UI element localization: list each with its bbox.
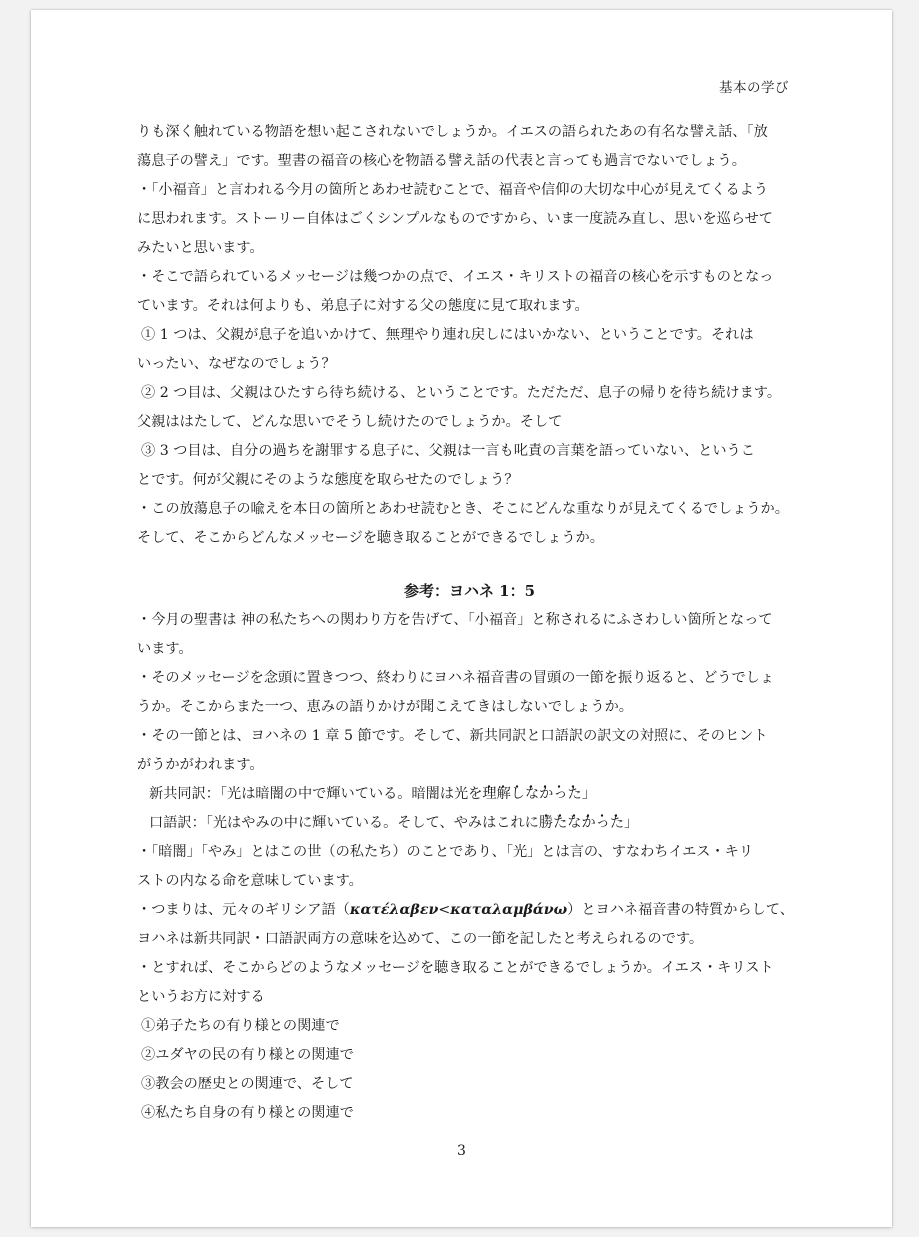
list-item: ④私たち自身の有り様との関連で [141,1105,354,1121]
emphasized-phrase: 理解しなかった [482,786,582,802]
paragraph-line: というお方に対する [137,989,265,1005]
emphasized-phrase: 勝たなかった [538,815,625,831]
paragraph-line: うか。そこからまた一つ、恵みの語りかけが聞こえてきはしないでしょうか。 [137,699,633,715]
paragraph-line: とです。何が父親にそのような態度を取らせたのでしょう？ [137,472,519,488]
translation-close: 」 [624,815,639,831]
paragraph-line: 父親ははたして、どんな思いでそうし続けたのでしょうか。そして [137,414,563,430]
paragraph-line: ・その一節とは、ヨハネの 1 章 5 節です。そして、新共同訳と口語訳の訳文の対照に、そのヒント [137,728,768,744]
paragraph-line: ・今月の聖書は 神の私たちへの関わり方を告げて、「小福音」と称されるにふさわしい箇所となって [137,612,773,628]
paragraph-line: りも深く触れている物語を想い起こされないでしょうか。イエスの語られたあの有名な譬え話、「放 [137,124,768,140]
greek-separator: < [438,902,451,918]
greek-line-text: ）とヨハネ福音書の特質からして、 [567,902,794,918]
paragraph-line: ・この放蕩息子の喩えを本日の箇所とあわせ読むとき、そこにどんな重なりが見えてくるでしょうか。 [137,501,789,517]
paragraph-line: ・そのメッセージを念頭に置きつつ、終わりにヨハネ福音書の冒頭の一節を振り返ると、どうでしょ [137,670,775,686]
greek-line-text: ・つまりは、元々のギリシア語（ [137,902,350,918]
paragraph-line: ・とすれば、そこからどのようなメッセージを聴き取ることができるでしょうか。イエス・キリスト [137,960,774,976]
paragraph-line: いったい、なぜなのでしょう？ [137,356,336,372]
translation-text: 新共同訳：「光は暗闇の中で輝いている。暗闇は光を [149,786,483,802]
translation-shinkyodo [137,780,802,809]
translation-close: 」 [581,786,596,802]
paragraph-line: 蕩息子の譬え」です。聖書の福音の核心を物語る譬え話の代表と言っても過言でないでしょう。 [137,153,746,169]
paragraph-line: ています。それは何よりも、弟息子に対する父の態度に見て取れます。 [137,298,589,314]
greek-word: κατέλαβεν [349,902,439,918]
numbered-point-line: ② 2 つ目は、父親はひたすら待ち続ける、ということです。ただただ、息子の帰りを待ち続けます。 [141,385,782,401]
paragraph-line: ストの内なる命を意味しています。 [137,873,363,889]
paragraph-line: ・「暗闇」「やみ」とはこの世（の私たち）のことであり、「光」とは言の、すなわちイエス・キリ [137,844,754,860]
body-text [137,118,802,1128]
greek-word: καταλαμβάνω [450,902,568,918]
paragraph-line: ・「小福音」と言われる今月の箇所とあわせ読むことで、福音や信仰の大切な中心が見えてくるよう [137,182,769,198]
paragraph-line: ・そこで語られているメッセージは幾つかの点で、イエス・キリストの福音の核心を示すものとなっ [137,269,774,285]
paragraph-line: そして、そこからどんなメッセージを聴き取ることができるでしょうか。 [137,530,604,546]
page-number: 3 [457,1143,466,1159]
list-item: ①弟子たちの有り様との関連で [141,1018,340,1034]
running-header: 基本の学び [719,80,789,96]
section-spacer [137,553,802,577]
translation-text: 口語訳：「光はやみの中に輝いている。そして、やみはこれに [149,815,539,831]
translation-kogo [137,809,802,838]
paragraph-line: がうかがわれます。 [137,757,264,773]
numbered-point-line: ① 1 つは、父親が息子を追いかけて、無理やり連れ戻しにはいかない、ということです。それは [141,327,754,343]
paragraph-line: います。 [137,641,193,657]
paragraph-line: みたいと思います。 [137,240,264,256]
reference-heading: 参考：ヨハネ 1：5 [403,582,536,600]
numbered-point-line: ③ 3 つ目は、自分の過ちを謝罪する息子に、父親は一言も叱責の言葉を語っていない、というこ [141,443,755,459]
list-item: ③教会の歴史との関連で、そして [141,1076,354,1092]
greek-line [137,896,802,925]
paragraph-line: ヨハネは新共同訳・口語訳両方の意味を込めて、この一節を記したと考えられるのです。 [137,931,704,947]
document-page [31,10,892,1227]
list-item: ②ユダヤの民の有り様との関連で [141,1047,354,1063]
paragraph-line: に思われます。ストーリー自体はごくシンプルなものですから、いま一度読み直し、思いを巡らせて [137,211,773,227]
